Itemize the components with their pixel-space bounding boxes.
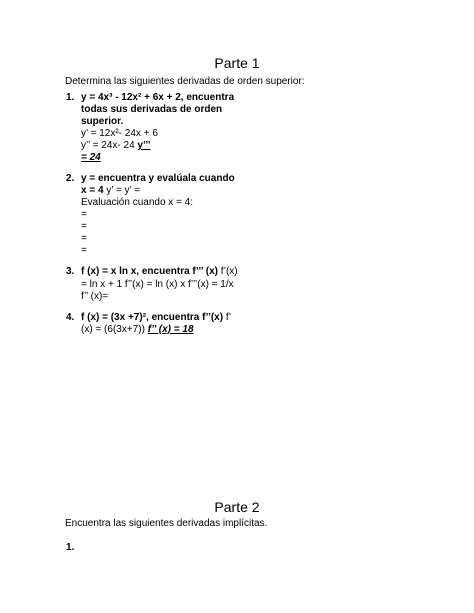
problem-1-statement-line-3: superior. [81, 116, 124, 127]
problem-2-work-line-4: = [81, 245, 87, 256]
problem-1-work-line-1: y’ = 12x²- 24x + 6 [81, 128, 158, 139]
problem-3-work-line-2: f’’ (x)= [81, 291, 109, 302]
problem-1-second-derivative: y’’ = 24x- 24 [81, 140, 138, 151]
problem-1-answer: = 24 [81, 152, 101, 163]
problem-2-work-line-2: = [81, 221, 87, 232]
problem-4-work: (x) = (6(3x+7)) [81, 324, 148, 335]
problem-2-number: 2. [66, 173, 75, 184]
problem-1-statement-line-1: y = 4x³ - 12x² + 6x + 2, encuentra [81, 92, 235, 103]
problem-4-number: 4. [66, 312, 75, 323]
parte-2-title: Parte 2 [214, 499, 260, 515]
problem-4-statement [81, 312, 231, 323]
problem-2-condition: x = 4 [81, 185, 107, 196]
problem-2-evaluation-label: Evaluación cuando x = 4: [81, 197, 194, 208]
problem-2-statement-line-2 [81, 185, 140, 196]
problem-1-number: 1. [66, 92, 75, 103]
problem-3-work-line-1: = ln x + 1 f’’(x) = ln (x) x f’’’(x) = 1/x [81, 279, 234, 290]
problem-4-first-derivative-label: f’ [225, 312, 232, 323]
parte-1-title: Parte 1 [214, 55, 260, 71]
problem-2-derivative: y’ = y’ = [106, 185, 141, 196]
problem-2-work-line-3: = [81, 233, 87, 244]
problem-3-statement-bold: f (x) = x ln x, encuentra f’’’ (x) [81, 266, 221, 277]
problem-1-work-line-2 [81, 140, 151, 151]
problem-1-third-derivative-label: y’’’ [137, 140, 151, 151]
problem-2-work-line-1: = [81, 209, 87, 220]
problem-4-answer: f’’ (x) = 18 [147, 324, 194, 335]
problem-3-first-derivative-label: f’(x) [220, 266, 238, 277]
problem-1-statement-line-2: todas sus derivadas de orden [81, 104, 223, 115]
parte-2-instruction: Encuentra las siguientes derivadas implícitas. [65, 518, 268, 529]
parte-2-problem-1-number: 1. [66, 542, 75, 553]
problem-4-statement-bold: f (x) = (3x +7)², encuentra f’’(x) [81, 312, 226, 323]
parte-1-instruction: Determina las siguientes derivadas de orden superior: [65, 76, 305, 87]
problem-2-statement-line-1: y = encuentra y evalúala cuando [81, 173, 235, 184]
problem-3-statement [81, 266, 238, 277]
problem-3-number: 3. [66, 266, 75, 277]
problem-4-work-line [81, 324, 194, 335]
